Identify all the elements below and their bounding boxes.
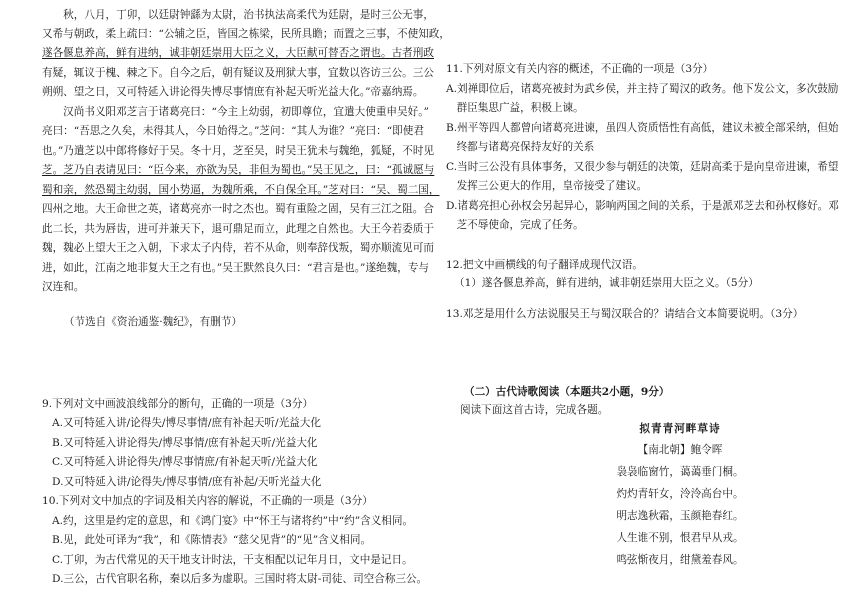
q10-option-b: B.见，此处可译为“我”，和《陈情表》“慈父见背”的“见”含义相同。 <box>52 534 372 546</box>
poem-line: 袅袅临窗竹，蔼蔼垂门桐。 <box>616 466 744 478</box>
passage-line: 秋，八月，丁卯，以廷尉钟繇为太尉，治书执法高柔代为廷尉，是时三公无事， <box>42 9 434 21</box>
passage-line: 蜀和亲，然恐蜀主幼弱，国小势逼，为魏所乘，不自保全耳。”芝对曰：“吴、蜀二国， <box>42 184 440 196</box>
passage-line: 四州之地。大王命世之英，诸葛亮亦一时之杰也。蜀有重险之固，吴有三江之阻。合 <box>42 203 434 215</box>
passage-line: 也。”乃遣芝以中郎将修好于吴。冬十月，芝至吴，时吴王犹未与魏绝，狐疑，不时见 <box>42 145 435 157</box>
passage-line: （节选自《资治通鉴·魏纪》，有删节） <box>48 316 243 328</box>
poem-line: 人生谁不别，恨君早从戎。 <box>616 532 744 544</box>
poem-line: 鸣弦惭夜月，绀黛羞春风。 <box>616 554 744 566</box>
q9-option-b: B.又可特延入讲论得失/博尽事情/庶有补起天听/光益大化 <box>52 437 318 449</box>
q13-stem: 13.邓芝是用什么方法说服吴王与蜀汉联合的？请结合文本简要说明。（3分） <box>446 308 804 320</box>
q11-option-line: 群臣集思广益，积极上谏。 <box>446 102 584 114</box>
q11-option-line: 芝不辱使命，完成了任务。 <box>446 219 584 231</box>
q9-option-d: D.又可特延入讲/论得失/博尽事情/庶有补起/天听光益大化 <box>52 476 322 488</box>
passage-line: 进，如此，江南之地非复大王之有也。”吴王默然良久曰：“君言是也。”遂绝魏，专与 <box>42 262 430 274</box>
poem-line: 灼灼青轩女，泠泠高台中。 <box>616 488 744 500</box>
q9-option-c: C.又可特延入讲论得失/博尽事情庶/有补起天听/光益大化 <box>52 456 318 468</box>
section-intro: 阅读下面这首古诗，完成各题。 <box>460 404 609 416</box>
passage-line: 芝。芝乃自表请见曰：“臣今来，亦欲为吴，非但为蜀也。”吴王见之，曰：“孤诚愿与 <box>42 164 435 176</box>
passage-line: 汉尚书义阳邓芝言于诸葛亮曰：“今主上幼弱，初即尊位，宜遣大使重申吴好。” <box>42 106 429 118</box>
section-heading: （二）古代诗歌阅读（本题共2小题，9分） <box>464 386 670 398</box>
q10-option-a: A.约，这里是约定的意思，和《鸿门宴》中“怀王与诸将约”中“约”含义相同。 <box>52 515 414 527</box>
q11-stem: 11.下列对原文有关内容的概述，不正确的一项是（3分） <box>446 63 714 75</box>
passage-line: 朔朔、望之日，又可特延入讲论得失博尽事情庶有补起天听光益大化。”帝嘉纳焉。 <box>42 86 424 98</box>
q11-option-line: A.刘禅即位后，诸葛亮被封为武乡侯，并主持了蜀汉的政务。他下发公文，多次鼓励 <box>446 83 839 95</box>
poem-author: 【南北朝】鲍令晖 <box>637 444 723 456</box>
q11-option-line: 发挥三公更大的作用，皇帝接受了建议。 <box>446 180 648 192</box>
q10-option-d: D.三公，古代官职名称，秦以后多为虚职。三国时将太尉-司徒、司空合称三公。 <box>52 573 428 585</box>
passage-line: 魏，魏必上望大王之入朝，下求太子内侍，若不从命，则奉辞伐叛，蜀亦顺流见可而 <box>42 242 434 254</box>
passage-line: 此二长，共为唇齿，进可并兼天下，退可鼎足而立，此理之自然也。大王今若委质于 <box>42 223 434 235</box>
passage-line: 遂各偃息养高，鲜有进纳，诚非朝廷崇用大臣之义，大臣献可替否之谓也。古者刑政 <box>42 47 434 59</box>
passage-line: 汉连和。 <box>42 281 85 293</box>
passage-line: 有疑，辄议于槐、棘之下。自今之后，朝有疑议及刑狱大事，宜数以咨访三公。三公 <box>42 67 434 79</box>
poem-line: 明志逸秋霜，玉颜艳春红。 <box>616 510 744 522</box>
q9-stem: 9.下列对文中画波浪线部分的断句，正确的一项是（3分） <box>42 398 314 410</box>
q11-option-line: 终都与诸葛亮保持友好的关系 <box>446 141 595 153</box>
q10-option-c: C.丁卯，为古代常见的天干地支计时法，干支相配以记年月日，文中是记日。 <box>52 554 413 566</box>
q12-stem: 12.把文中画横线的句子翻译成现代汉语。 <box>446 259 643 271</box>
q9-option-a: A.又可特延入讲/论得失/博尽事情/庶有补起天听/光益大化 <box>52 417 321 429</box>
poem-title: 拟青青河畔草诗 <box>639 423 721 435</box>
q11-option-line: D.诸葛亮担心孙权会另起异心，影响两国之间的关系，于是派邓芝去和孙权修好。邓 <box>446 200 839 212</box>
passage-line: 又希与朝政，柔上疏曰：“公辅之臣，皆国之栋梁，民所具瞻；而置之三事，不使知政， <box>42 28 450 40</box>
q10-stem: 10.下列对文中加点的字词及相关内容的解说，不正确的一项是（3分） <box>42 495 373 507</box>
q11-option-line: B.州平等四人都曾向诸葛亮进谏，虽四人资质悟性有高低，建议未被全部采纳，但始 <box>446 122 839 134</box>
q12-item: （1）遂各偃息养高，鲜有进纳，诚非朝廷崇用大臣之义。（5分） <box>454 277 759 289</box>
q11-option-line: C.当时三公没有具体事务，又很少参与朝廷的决策，廷尉高柔于是向皇帝进谏，希望 <box>446 161 839 173</box>
passage-line: 亮曰：“吾思之久矣，未得其人，今日始得之。”芝问：“其人为谁？”亮曰：“即使君 <box>42 125 424 137</box>
